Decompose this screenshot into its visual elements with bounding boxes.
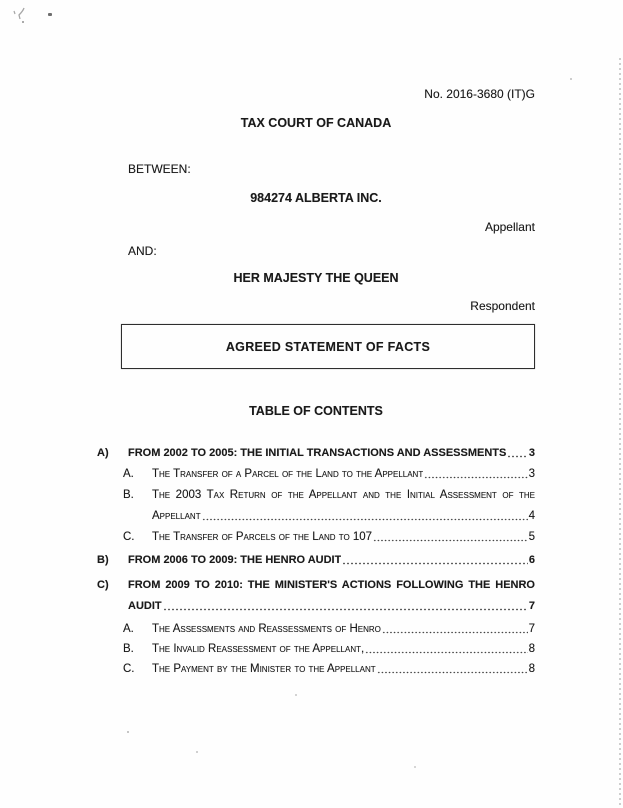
scan-speck (22, 21, 24, 23)
dot-leader (377, 663, 528, 676)
toc-entry-text: FROM 2002 TO 2005: THE INITIAL TRANSACTIONS AND ASSESSMENTS (128, 447, 507, 459)
toc-entry-page: 3 (528, 447, 535, 459)
toc-entry-sub-b (97, 489, 535, 523)
dot-leader (342, 554, 528, 567)
toc-entry-page: 3 (528, 468, 535, 480)
scan-edge-artifact (619, 58, 621, 808)
scan-speck (48, 13, 52, 16)
toc-entry-text: The Transfer of a Parcel of the Land to the Appellant (152, 468, 424, 480)
toc-entry-page: 7 (528, 600, 535, 612)
scan-speck (570, 78, 572, 80)
toc-entry-sub-b2 (97, 643, 535, 656)
dot-leader (163, 600, 528, 613)
table-of-contents (97, 447, 535, 676)
respondent-role-label: Respondent (470, 299, 535, 313)
between-label: BETWEEN: (128, 162, 191, 176)
toc-entry-sub-a2 (97, 623, 535, 636)
toc-entry-text-line1: The 2003 Tax Return of the Appellant and the Initial Assessment of the (152, 489, 535, 501)
scan-speck (414, 766, 416, 768)
scan-speck (127, 731, 129, 733)
dot-leader (202, 510, 528, 523)
document-content (97, 0, 535, 676)
toc-entry-text: The Invalid Reassessment of the Appellant, (152, 643, 365, 655)
toc-entry-text-line1: FROM 2009 TO 2010: THE MINISTER'S ACTIONS FOLLOWING THE HENRO (128, 579, 535, 591)
appellant-role-label: Appellant (484, 220, 535, 234)
and-label: AND: (128, 244, 157, 258)
toc-entry-page: 6 (528, 554, 535, 566)
toc-entry-section-b (97, 554, 535, 567)
toc-entry-text-line2: Appellant (152, 510, 201, 522)
toc-entry-text: The Assessments and Reassessments of Henro (152, 623, 381, 635)
toc-entry-section-c (97, 579, 535, 613)
court-name: TAX COURT OF CANADA (240, 116, 392, 130)
toc-entry-label: C. (123, 531, 135, 543)
dot-leader (373, 531, 528, 544)
toc-entry-text: The Transfer of Parcels of the Land to 107 (152, 531, 373, 543)
pen-mark-artifact (10, 5, 36, 27)
scan-speck (196, 751, 198, 753)
toc-entry-label: B) (97, 554, 109, 566)
document-title-box (121, 324, 535, 369)
toc-entry-label: B. (123, 643, 134, 655)
respondent-name: HER MAJESTY THE QUEEN (233, 271, 399, 285)
dot-leader (365, 643, 527, 656)
toc-entry-page: 5 (528, 531, 535, 543)
toc-entry-page: 8 (528, 663, 535, 675)
dot-leader (507, 447, 528, 460)
toc-entry-page: 7 (528, 623, 535, 635)
toc-entry-label: A) (97, 447, 109, 459)
toc-heading: TABLE OF CONTENTS (249, 404, 383, 418)
toc-entry-label: C. (123, 663, 135, 675)
document-title: AGREED STATEMENT OF FACTS (225, 339, 431, 354)
toc-entry-label: C) (97, 579, 109, 591)
toc-entry-sub-a (97, 468, 535, 481)
toc-entry-sub-c2 (97, 663, 535, 676)
dot-leader (382, 623, 528, 636)
toc-entry-page: 4 (528, 510, 535, 522)
toc-entry-label: A. (123, 623, 134, 635)
toc-entry-label: A. (123, 468, 134, 480)
toc-entry-text: FROM 2006 TO 2009: THE HENRO AUDIT (128, 554, 342, 566)
toc-entry-sub-c (97, 531, 535, 544)
docket-number: No. 2016-3680 (IT)G (424, 87, 535, 101)
toc-entry-page: 8 (528, 643, 535, 655)
toc-entry-text-line2: AUDIT (128, 600, 162, 612)
scan-speck (295, 694, 297, 696)
dot-leader (424, 468, 527, 481)
toc-entry-section-a (97, 447, 535, 460)
toc-entry-label: B. (123, 489, 134, 501)
appellant-name: 984274 ALBERTA INC. (250, 191, 382, 205)
toc-entry-text: The Payment by the Minister to the Appellant (152, 663, 376, 675)
